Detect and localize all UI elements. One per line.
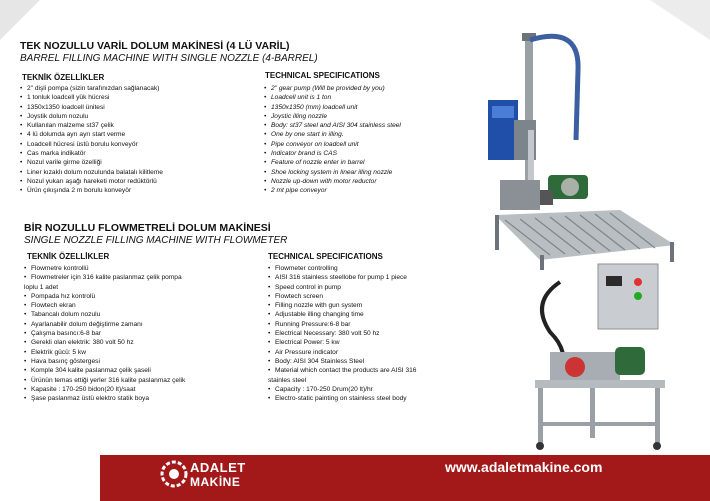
spec-item: • Kullanılan malzeme st37 çelik xyxy=(20,121,163,130)
section2-left-list xyxy=(24,264,185,403)
spec-item: • 1 tonluk loadcell yük hücresi xyxy=(20,93,163,102)
spec-item: • Running Pressure:6-8 bar xyxy=(268,320,416,329)
spec-item: • Elektrik gücü: 5 kw xyxy=(24,348,185,357)
spec-item: • AISI 316 stainless steellobe for pump 1 piece xyxy=(268,273,416,282)
spec-item: • One by one start in illing. xyxy=(264,130,401,139)
spec-item: • Joystic illing nozzle xyxy=(264,112,401,121)
spec-item: • Flowmetre kontrollü xyxy=(24,264,185,273)
section1-left-list xyxy=(20,84,163,196)
section2-title-tr: BİR NOZULLU FLOWMETRELİ DOLUM MAKİNESİ xyxy=(24,222,271,234)
spec-item: • Indicator brand is CAS xyxy=(264,149,401,158)
section1-title-en: BARREL FILLING MACHINE WITH SINGLE NOZZLE (4-BARREL) xyxy=(20,53,318,64)
section1-right-heading: TECHNICAL SPECIFICATIONS xyxy=(265,71,380,80)
spec-item: • Loadcell hücresi üstü borulu konveyör xyxy=(20,140,163,149)
spec-item: • Filling nozzle with gun system xyxy=(268,301,416,310)
spec-item: • Speed control in pump xyxy=(268,283,416,292)
section2-right-list xyxy=(268,264,416,403)
spec-item: • Komple 304 kalite paslanmaz çelik şaseli xyxy=(24,366,185,375)
section1-right-list xyxy=(264,84,401,196)
spec-item: • Nozul yukarı aşağı hareketi motor redüktörlü xyxy=(20,177,163,186)
spec-item: • Hava basınç göstergesi xyxy=(24,357,185,366)
spec-item: • Flowmeter controlling xyxy=(268,264,416,273)
spec-item: • 2 mt pipe conveyor xyxy=(264,186,401,195)
spec-item: • Flowmetreler için 316 kalite paslanmaz çelik pompa xyxy=(24,273,185,282)
spec-item: • Pipe conveyor on loadcell unit xyxy=(264,140,401,149)
section2-title-en: SINGLE NOZZLE FILLING MACHINE WITH FLOWMETER xyxy=(24,235,288,246)
spec-item: • Joystik dolum nozulu xyxy=(20,112,163,121)
spec-item: • Loadcell unit is 1 ton xyxy=(264,93,401,102)
brand-line1: ADALET xyxy=(190,460,246,475)
spec-item: • Çalışma basıncı:6-8 bar xyxy=(24,329,185,338)
spec-item: • Tabancalı dolum nozulu xyxy=(24,310,185,319)
spec-item: • Electrical Power: 5 kw xyxy=(268,338,416,347)
brand-name xyxy=(190,460,246,490)
spec-item: • 4 lü dolumda ayrı ayrı start verme xyxy=(20,130,163,139)
website-link[interactable]: www.adaletmakine.com xyxy=(445,459,603,475)
spec-item: • Capacity : 170-250 Drum(20 lt)/hr xyxy=(268,385,416,394)
spec-item: • Ayarlanabilir dolum değiştirme zamanı xyxy=(24,320,185,329)
spec-item: • Ürünün temas ettiği yerler 316 kalite paslanmaz çelik xyxy=(24,376,185,385)
spec-item: • Material which contact the products are AISI 316 xyxy=(268,366,416,375)
brand-line2: MAKİNE xyxy=(190,475,241,489)
spec-item: • 2" gear pump (Will be provided by you) xyxy=(264,84,401,93)
section1-title-tr: TEK NOZULLU VARİL DOLUM MAKİNESİ (4 LÜ VARİL) xyxy=(20,40,290,52)
spec-item: • Kapasite : 170-250 bidon(20 lt)/saat xyxy=(24,385,185,394)
spec-item: • Gerekli olan elektrik: 380 volt 50 hz xyxy=(24,338,185,347)
spec-item: • Electro-static painting on stainless steel body xyxy=(268,394,416,403)
spec-item: loplu 1 adet xyxy=(24,283,59,291)
spec-item: • Pompada hız kontrolü xyxy=(24,292,185,301)
spec-item: • Cas marka indikatör xyxy=(20,149,163,158)
spec-item: • Nozzle up-down with motor reductor xyxy=(264,177,401,186)
spec-item: • Liner kızaklı dolum nozulunda balatalı kilitleme xyxy=(20,168,163,177)
spec-item: • Şase paslanmaz üstü elektro statik boya xyxy=(24,394,185,403)
corner-decoration xyxy=(0,0,40,40)
spec-item: • Shoe locking system in linear illing nozzle xyxy=(264,168,401,177)
barrel-filling-machine-image xyxy=(470,30,685,270)
spec-item: • Air Pressure indicator xyxy=(268,348,416,357)
spec-item: • Ürün çıkışında 2 m borulu konveyör xyxy=(20,186,163,195)
spec-item: • Feature of nozzle enter in barrel xyxy=(264,158,401,167)
spec-item: • Adjustable illing changing time xyxy=(268,310,416,319)
spec-item: • Nozul varile girme özelliği xyxy=(20,158,163,167)
spec-item: • 1350x1350 loadcell ünitesi xyxy=(20,103,163,112)
spec-item: stainles steel xyxy=(268,376,307,384)
spec-item: • Flowtech ekran xyxy=(24,301,185,310)
section1-left-heading: TEKNİK ÖZELLİKLER xyxy=(22,73,105,82)
spec-item: • 1350x1350 (mm) loadcell unit xyxy=(264,103,401,112)
section2-left-heading: TEKNİK ÖZELLİKLER xyxy=(27,252,110,261)
spec-item: • Electrical Necessary: 380 volt 50 hz xyxy=(268,329,416,338)
spec-item: • Body: AISI 304 Stainless Steel xyxy=(268,357,416,366)
spec-item: • Body: st37 steel and AISI 304 stainless steel xyxy=(264,121,401,130)
flowmeter-filling-machine-image xyxy=(520,262,680,452)
spec-item: • Flowtech screen xyxy=(268,292,416,301)
spec-item: • 2" dişli pompa (sizin tarafınızdan sağlanacak) xyxy=(20,84,163,93)
section2-right-heading: TECHNICAL SPECIFICATIONS xyxy=(268,252,383,261)
